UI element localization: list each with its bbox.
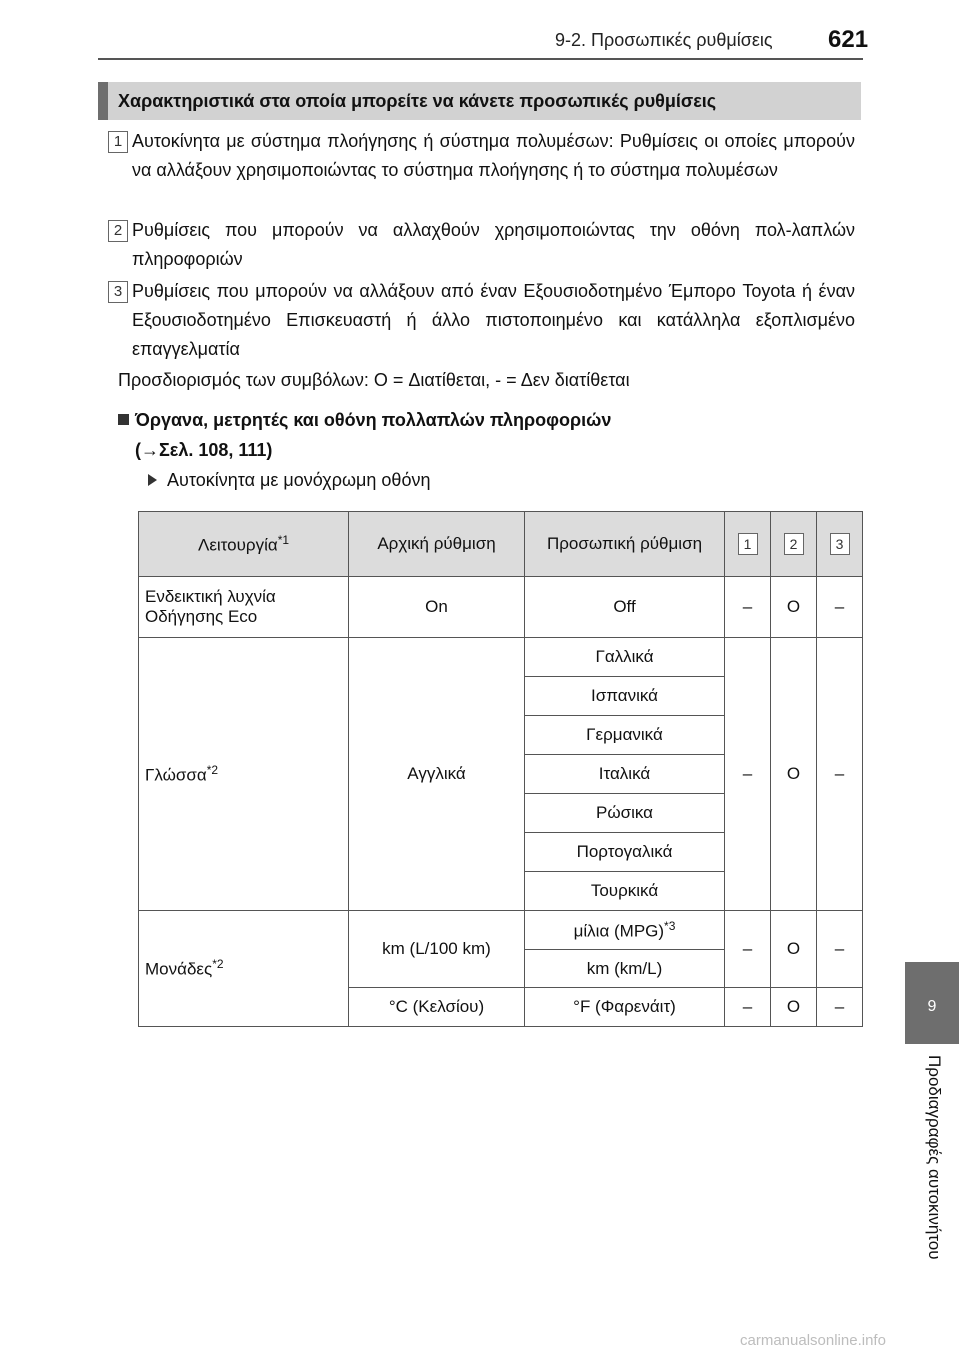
units-temp-col-2: O	[771, 988, 817, 1027]
sub-heading	[118, 405, 611, 465]
language-col-3: –	[817, 638, 863, 911]
units-function: Μονάδες$^{*2}$	[139, 911, 349, 1027]
language-option: Ισπανικά	[525, 677, 725, 716]
number-box: 3	[108, 281, 128, 303]
header-col-1: 1	[725, 512, 771, 577]
units-temp-col-1: –	[725, 988, 771, 1027]
units-temp-default: °C (Κελσίου)	[349, 988, 525, 1027]
eco-col-3: –	[817, 577, 863, 638]
watermark: carmanualsonline.info	[740, 1332, 886, 1349]
table-row-language	[139, 638, 863, 677]
language-function: Γλώσσα$^{*2}$	[139, 638, 349, 911]
chapter-tab: 9	[905, 962, 959, 1044]
table-row-units	[139, 911, 863, 950]
numbered-item-text: Αυτοκίνητα με σύστημα πλοήγησης ή σύστημα πολυμέσων: Ρυθμίσεις οι οποίες μπορούν να αλλάξουν χρησιμοποιώντας το σύστημα πλοήγησης ή το σύστημα πολυμέσων	[132, 131, 855, 180]
section-heading: Χαρακτηριστικά στα οποία μπορείτε να κάνετε προσωπικές ρυθμίσεις	[118, 91, 717, 111]
units-temp-custom: °F (Φαρενάιτ)	[525, 988, 725, 1027]
square-bullet-icon	[118, 414, 129, 425]
eco-custom: Off	[525, 577, 725, 638]
page-number: 621	[828, 26, 869, 53]
number-box: 1	[108, 131, 128, 153]
eco-col-1: –	[725, 577, 771, 638]
sub-sub-heading	[148, 470, 430, 491]
section-heading-bar	[98, 82, 861, 120]
sub-heading-line1: Όργανα, μετρητές και οθόνη πολλαπλών πληροφοριών	[135, 410, 612, 430]
header-default: Αρχική ρύθμιση	[349, 512, 525, 577]
number-box: 2	[108, 220, 128, 242]
units-temp-col-3: –	[817, 988, 863, 1027]
units-distance-option: μίλια (MPG)$^{*3}$	[525, 911, 725, 950]
footnote-marker: *1	[277, 532, 290, 547]
header-col-3: 3	[817, 512, 863, 577]
section-title: 9-2. Προσωπικές ρυθμίσεις	[555, 30, 773, 50]
symbol-legend: Προσδιορισμός των συμβόλων: O = Διατίθεται, - = Δεν διατίθεται	[118, 370, 630, 390]
numbered-item-text: Ρυθμίσεις που μπορούν να αλλαχθούν χρησιμοποιώντας την οθόνη πολ-λαπλών πληροφοριών	[132, 220, 855, 269]
language-col-2: O	[771, 638, 817, 911]
header-custom: Προσωπική ρύθμιση	[525, 512, 725, 577]
eco-col-2: O	[771, 577, 817, 638]
chapter-tab-label: Προδιαγραφές αυτοκινήτου	[925, 1055, 944, 1260]
language-option: Ιταλικά	[525, 755, 725, 794]
language-option: Τουρκικά	[525, 872, 725, 911]
eco-default: On	[349, 577, 525, 638]
header-rule	[98, 58, 863, 60]
language-default: Αγγλικά	[349, 638, 525, 911]
language-option: Γερμανικά	[525, 716, 725, 755]
units-distance-default: km (L/100 km)	[349, 911, 525, 988]
header-function: Λειτουργία$^{*1}$	[139, 512, 349, 577]
settings-table	[138, 511, 863, 1027]
language-option: Γαλλικά	[525, 638, 725, 677]
language-col-1: –	[725, 638, 771, 911]
table-header-row	[139, 512, 863, 577]
units-distance-col-3: –	[817, 911, 863, 988]
language-option: Ρώσικα	[525, 794, 725, 833]
header-col-2: 2	[771, 512, 817, 577]
units-distance-col-2: O	[771, 911, 817, 988]
language-option: Πορτογαλικά	[525, 833, 725, 872]
sub-heading-page-ref: (→Σελ. 108, 111)	[135, 440, 273, 460]
triangle-bullet-icon	[148, 474, 157, 486]
units-distance-col-1: –	[725, 911, 771, 988]
eco-function: Ενδεικτική λυχνία Οδήγησης Eco	[139, 577, 349, 638]
sub-sub-heading-text: Αυτοκίνητα με μονόχρωμη οθόνη	[167, 470, 431, 490]
table-row-eco	[139, 577, 863, 638]
units-distance-option: km (km/L)	[525, 950, 725, 988]
numbered-item-text: Ρυθμίσεις που μπορούν να αλλάξουν από έναν Εξουσιοδοτημένο Έμπορο Toyota ή έναν Εξουσιοδοτημένο Επισκευαστή ή άλλο πιστοποιημένο και κατάλληλα εξοπλισμένο επαγγελματία	[132, 281, 855, 359]
